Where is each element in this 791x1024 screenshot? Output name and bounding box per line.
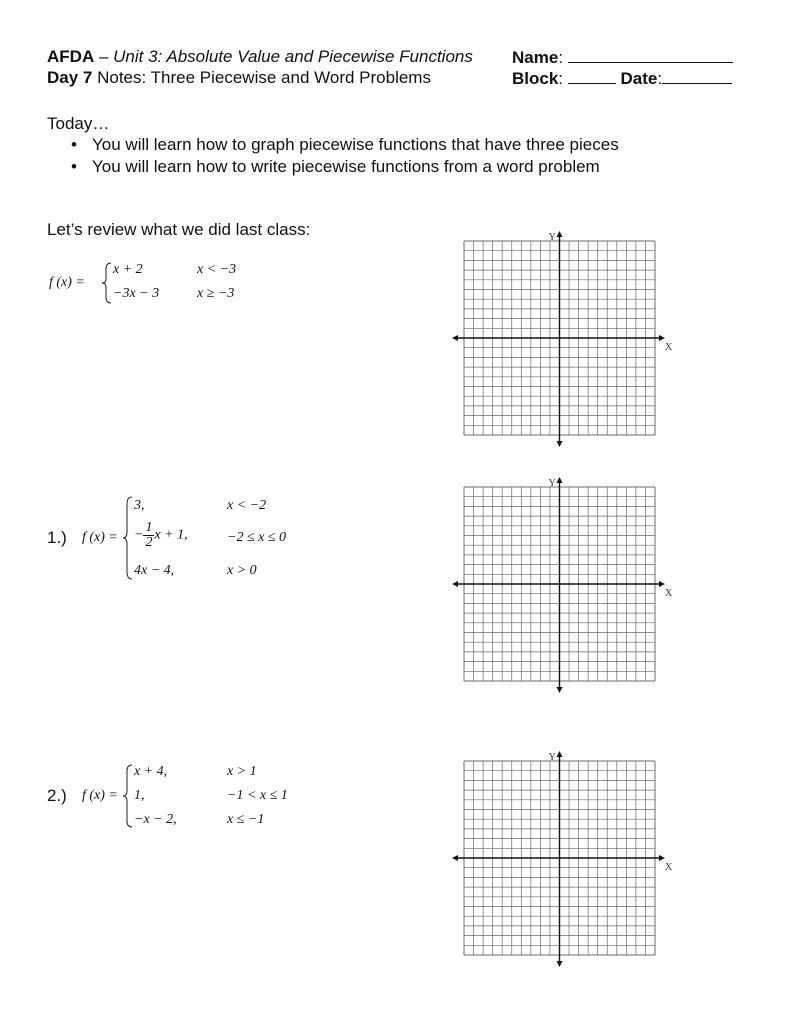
block-label: Block	[512, 69, 559, 88]
name-colon: :	[558, 48, 564, 67]
minus-sign: −	[134, 527, 144, 543]
objective-item: • You will learn how to write piecewise functions from a word problem	[47, 156, 619, 178]
piece-cond: −1 < x ≤ 1	[227, 788, 288, 803]
fraction-denominator: 2	[145, 535, 153, 550]
y-axis-label: Y	[548, 478, 556, 489]
y-axis-label: Y	[548, 232, 556, 243]
piece-expr	[134, 521, 188, 550]
piece-cond: −2 ≤ x ≤ 0	[227, 530, 287, 545]
piece-cond: x > 0	[227, 563, 257, 578]
unit-title: Unit 3: Absolute Value and Piecewise Functions	[113, 47, 473, 66]
x-axis-label: X	[665, 862, 673, 873]
piece-cond: x < −3	[197, 262, 237, 277]
y-axis-up-arrow-icon	[557, 231, 563, 237]
piece-expr: 1,	[134, 788, 145, 803]
review-label: Let’s review what we did last class:	[47, 220, 311, 239]
piece-cond: x ≥ −3	[197, 286, 235, 301]
block-blank	[568, 68, 616, 84]
fraction-numerator: 1	[145, 520, 153, 535]
piece-expr: −x − 2,	[134, 812, 177, 827]
piece-cond: x > 1	[227, 764, 257, 779]
name-blank	[568, 47, 733, 63]
x-axis-label: X	[665, 588, 673, 599]
brace-icon	[122, 496, 134, 580]
problem-1-function	[82, 494, 332, 584]
problem-2-graph-grid	[450, 748, 675, 970]
x-axis-left-arrow-icon	[452, 855, 458, 861]
y-axis-up-arrow-icon	[557, 751, 563, 757]
problem-2-number: 2.)	[47, 786, 67, 805]
x-axis-left-arrow-icon	[452, 335, 458, 341]
date-blank	[662, 68, 732, 84]
y-axis-down-arrow-icon	[557, 687, 563, 693]
expr-rest: x + 1,	[154, 527, 188, 543]
date-colon: :	[657, 69, 663, 88]
block-colon: :	[558, 69, 564, 88]
function-lhs: f (x) =	[82, 788, 118, 803]
header-line-2	[47, 68, 431, 88]
review-graph-grid	[450, 228, 675, 450]
x-axis-right-arrow-icon	[659, 581, 665, 587]
objective-item: • You will learn how to graph piecewise functions that have three pieces	[47, 134, 619, 156]
brace-icon	[122, 764, 134, 828]
fraction	[143, 521, 154, 550]
header-dash: –	[94, 47, 114, 66]
problem-2-function	[82, 762, 332, 832]
piece-expr: x + 2	[113, 262, 143, 277]
x-axis-right-arrow-icon	[659, 335, 665, 341]
day-label: Day 7	[47, 68, 93, 87]
y-axis-label: Y	[548, 752, 556, 763]
course-name: AFDA	[47, 47, 95, 66]
notes-title: Notes: Three Piecewise and Word Problems	[92, 68, 431, 87]
brace-icon	[101, 262, 113, 304]
y-axis-down-arrow-icon	[557, 961, 563, 967]
review-function	[49, 258, 299, 308]
today-label: Today…	[47, 114, 110, 133]
date-label: Date	[620, 69, 658, 88]
name-label: Name	[512, 48, 559, 67]
header-line-1	[47, 47, 473, 67]
x-axis-left-arrow-icon	[452, 581, 458, 587]
problem-1-graph-grid	[450, 474, 675, 696]
problem-1-number: 1.)	[47, 528, 67, 547]
objectives-list	[47, 134, 619, 178]
piece-cond: x < −2	[227, 498, 267, 513]
block-date-field	[512, 68, 732, 89]
piece-expr: 4x − 4,	[134, 563, 175, 578]
y-axis-down-arrow-icon	[557, 441, 563, 447]
piece-expr: 3,	[134, 498, 145, 513]
y-axis-up-arrow-icon	[557, 477, 563, 483]
piece-expr: x + 4,	[134, 764, 168, 779]
function-lhs: f (x) =	[82, 530, 118, 545]
name-field	[512, 47, 733, 68]
x-axis-right-arrow-icon	[659, 855, 665, 861]
function-lhs: f (x) =	[49, 275, 85, 290]
piece-cond: x ≤ −1	[227, 812, 265, 827]
piece-expr: −3x − 3	[113, 286, 160, 301]
x-axis-label: X	[665, 342, 673, 353]
